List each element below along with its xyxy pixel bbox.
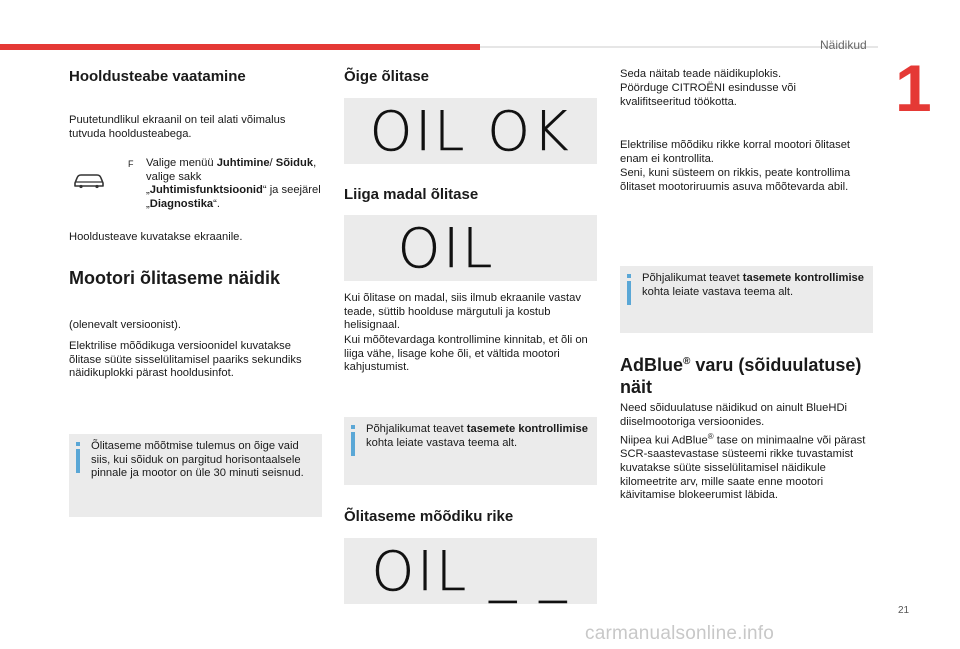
display-oil-fault: [344, 538, 597, 604]
step-bullet: F: [128, 159, 134, 169]
info-text-oil-measurement: Õlitaseme mõõtmise tulemus on õige vaid siis, kui sõiduk on pargitud horisontaalsele pinnale ja mootor on üle 30 minuti seisnud.: [91, 440, 304, 480]
info-box-level-check-2: [620, 266, 873, 333]
heading-oil-low: Liiga madal õlitase: [344, 186, 479, 203]
info-icon: [351, 425, 355, 455]
paragraph-oil-description: Elektrilise mõõdikuga versioonidel kuvatakse õlitase süüte sisselülitamisel paariks sekundiks näidikuplokki pärast hooldusinfot.: [69, 340, 302, 380]
header-red-bar: [0, 44, 480, 50]
info-icon: [627, 274, 631, 304]
page-number: 21: [898, 605, 910, 616]
display-oil-ok: [344, 98, 597, 164]
heading-adblue-range: AdBlue® varu (sõiduulatuse) näit: [620, 355, 862, 397]
info-text-level-check-1: Põhjalikumat teavet tasemete kontrollimise kohta leiate vastava teema alt.: [366, 423, 588, 449]
heading-oil-level-indicator: Mootori õlitaseme näidik: [69, 268, 281, 288]
info-text-level-check-2: Põhjalikumat teavet tasemete kontrollimise kohta leiate vastava teema alt.: [642, 272, 864, 298]
display-text-oil-ok: OIL OK: [369, 99, 572, 163]
paragraph-oil-low-1: Kui õlitase on madal, siis ilmub ekraanile vastav teade, süttib hoolduse märgutuli ja kostub helisignaal.: [344, 292, 581, 332]
display-text-oil-fault: OIL _ _: [371, 539, 570, 603]
section-title: Näidikud: [820, 38, 867, 52]
heading-oil-ok: Õige õlitase: [344, 68, 430, 85]
chapter-number: 1: [895, 51, 932, 125]
info-icon: [76, 442, 80, 472]
paragraph-adblue-2: Niipea kui AdBlue® tase on minimaalne või pärast SCR-saastevastase süsteemi rikke tuvastamist kuvatakse süüte sisselülitamisel näidikule kilomeetrite arv, mille saate enne mootori käivitamise blokeerumist läbida.: [620, 432, 866, 502]
paragraph-fault-3: Elektrilise mõõdiku rikke korral mootori õlitaset enam ei kontrollita.: [620, 139, 851, 165]
watermark: carmanualsonline.info: [585, 623, 775, 644]
paragraph-fault-2: Pöörduge CITROËNI esindusse või kvalifitseeritud töökotta.: [620, 82, 796, 108]
paragraph-fault-1: Seda näitab teade näidikuplokis.: [620, 68, 782, 80]
paragraph-oil-low-2: Kui mõõtevardaga kontrollimine kinnitab, et õli on liiga vähe, lisage kohe õli, et vältida mootori kahjustumist.: [344, 334, 588, 374]
paragraph-service-shown: Hooldusteave kuvatakse ekraanile.: [69, 231, 243, 243]
paragraph-service-info: Puutetundlikul ekraanil on teil alati võimalus tutvuda hooldusteabega.: [69, 114, 286, 140]
paragraph-version: (olenevalt versioonist).: [69, 319, 181, 331]
car-icon: [72, 170, 106, 195]
info-box-oil-measurement: [69, 434, 322, 517]
paragraph-step-menu: Valige menüü Juhtimine/ Sõiduk, valige sakk „Juhtimisfunktsioonid“ ja seejärel „Diagnostika“.: [146, 157, 321, 210]
info-box-level-check-1: [344, 417, 597, 485]
heading-oil-gauge-fault: Õlitaseme mõõdiku rike: [344, 508, 514, 525]
paragraph-fault-4: Seni, kuni süsteem on rikkis, peate kontrollima õlitaset mootoriruumis asuva mõõtevarda abil.: [620, 167, 851, 193]
header-rule: [480, 46, 878, 48]
display-oil-low: [344, 215, 597, 281]
paragraph-adblue-1: Need sõiduulatuse näidikud on ainult BlueHDi diiselmootoriga versioonides.: [620, 402, 848, 428]
display-text-oil-low: OIL: [397, 216, 496, 280]
heading-service-info: Hooldusteabe vaatamine: [69, 68, 246, 85]
